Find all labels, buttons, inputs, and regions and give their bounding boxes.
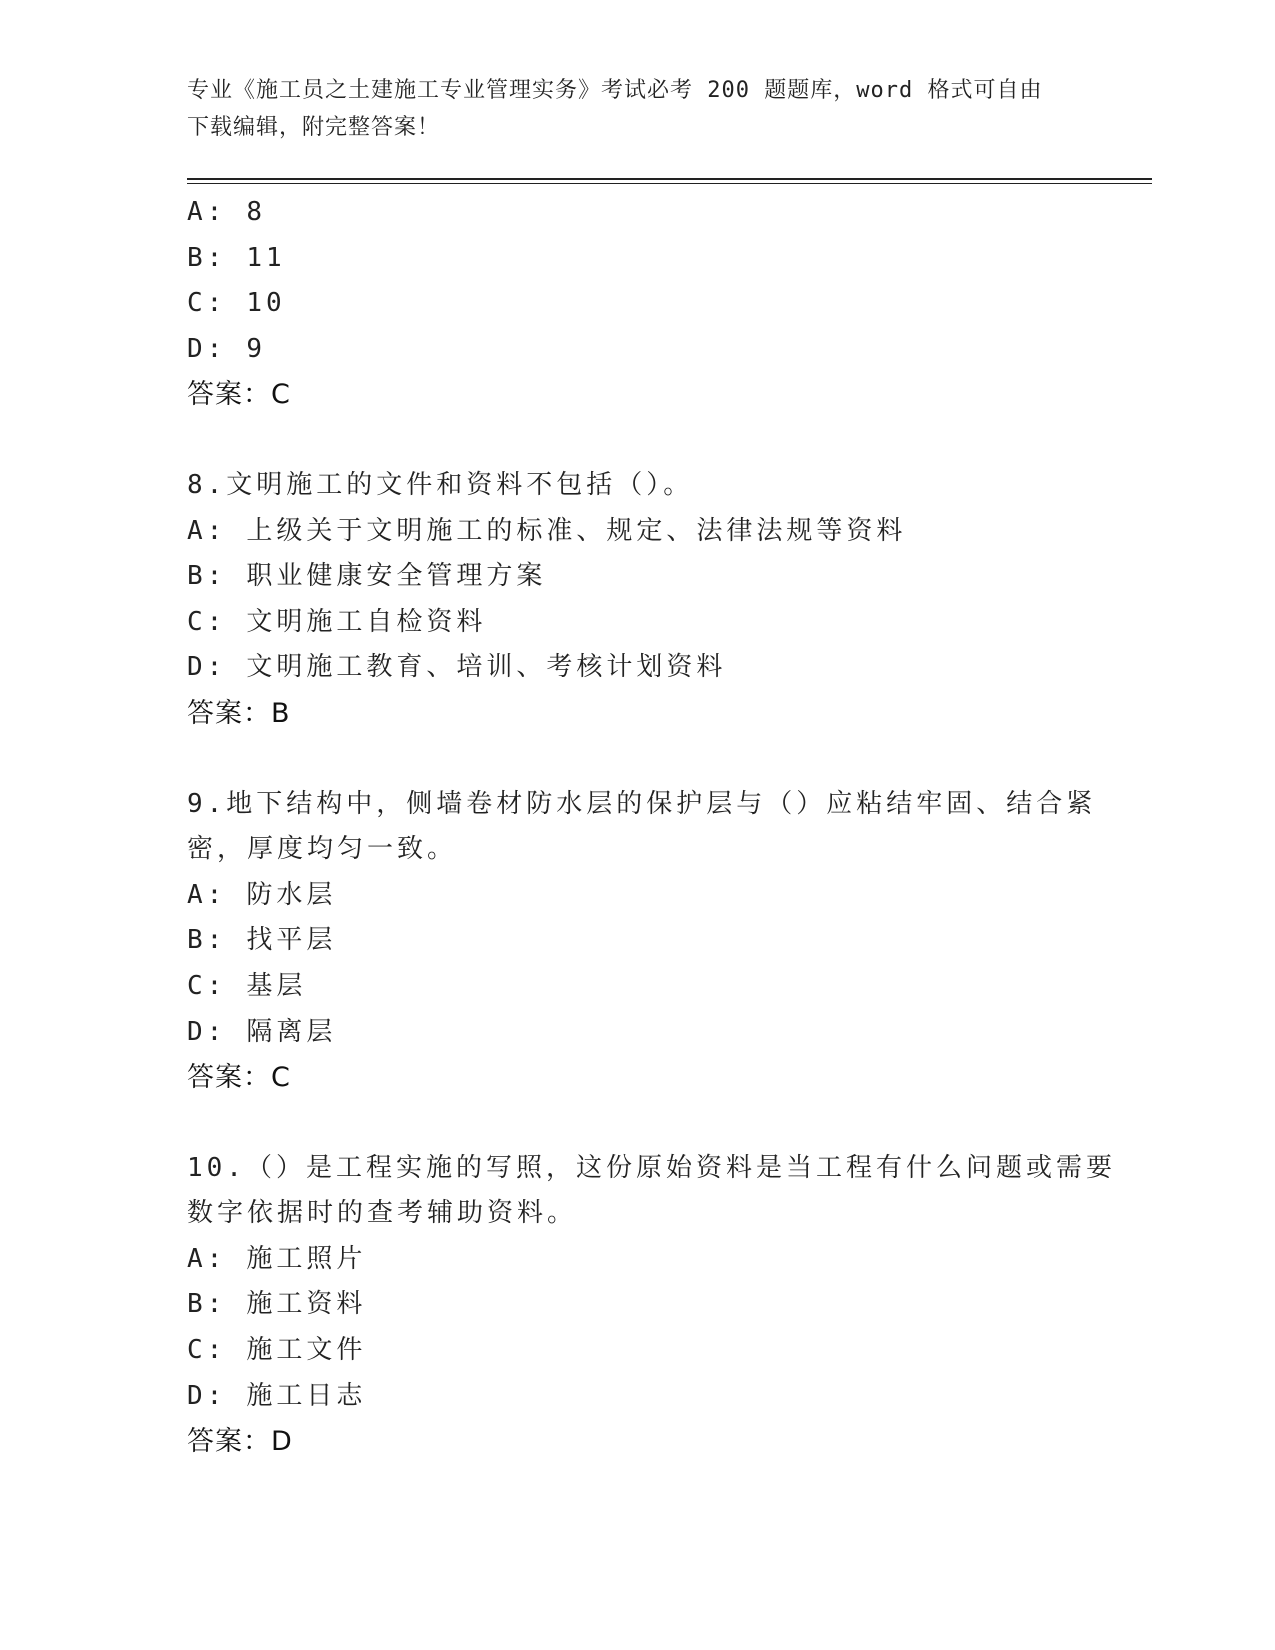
option-text: 上级关于文明施工的标准、规定、法律法规等资料 bbox=[246, 515, 907, 546]
option-text: 施工资料 bbox=[246, 1289, 367, 1320]
option-label: D: bbox=[187, 652, 227, 683]
option-a bbox=[187, 509, 1087, 555]
answer-line: 答案：D bbox=[187, 1426, 293, 1458]
header-title-line-2: 下载编辑，附完整答案！ bbox=[187, 115, 441, 140]
option-text: 找平层 bbox=[246, 925, 337, 956]
option-d bbox=[187, 645, 1087, 691]
option-a bbox=[187, 190, 1087, 236]
option-d bbox=[187, 327, 1087, 373]
option-b bbox=[187, 236, 1087, 282]
question-stem: 数字依据时的查考辅助资料。 bbox=[187, 1198, 578, 1229]
option-text: 8 bbox=[246, 197, 266, 227]
question-9 bbox=[187, 782, 1097, 1101]
option-c bbox=[187, 964, 1087, 1010]
option-text: 职业健康安全管理方案 bbox=[246, 561, 547, 592]
answer-line: 答案：C bbox=[187, 379, 291, 411]
option-c bbox=[187, 281, 1087, 327]
question-stem: 密，厚度均匀一致。 bbox=[187, 834, 458, 865]
option-label: C: bbox=[187, 970, 227, 1001]
header-title-line-1: 专业《施工员之土建施工专业管理实务》考试必考 200 题题库，word 格式可自由 bbox=[187, 78, 1043, 103]
answer-line: 答案：B bbox=[187, 697, 291, 729]
question-stem: 9.地下结构中，侧墙卷材防水层的保护层与（）应粘结牢固、结合紧 bbox=[187, 788, 1097, 819]
option-label: C: bbox=[187, 288, 227, 319]
option-text: 防水层 bbox=[246, 879, 337, 910]
option-text: 施工文件 bbox=[246, 1335, 367, 1366]
option-label: A: bbox=[187, 879, 227, 910]
option-label: C: bbox=[187, 606, 227, 637]
option-text: 文明施工自检资料 bbox=[246, 606, 487, 637]
question-stem: 8.文明施工的文件和资料不包括（）。 bbox=[187, 469, 694, 500]
option-text: 施工日志 bbox=[246, 1380, 367, 1411]
option-text: 隔离层 bbox=[246, 1016, 337, 1047]
option-a bbox=[187, 873, 1087, 919]
option-label: D: bbox=[187, 1380, 227, 1411]
option-a bbox=[187, 1237, 1087, 1283]
option-text: 9 bbox=[246, 333, 266, 364]
option-label: D: bbox=[187, 1016, 227, 1047]
option-label: B: bbox=[187, 242, 227, 273]
option-label: B: bbox=[187, 925, 227, 956]
option-c bbox=[187, 600, 1087, 646]
answer-line: 答案：C bbox=[187, 1062, 291, 1094]
option-b bbox=[187, 918, 1087, 964]
option-text: 基层 bbox=[246, 970, 307, 1001]
question-7 bbox=[187, 190, 1087, 418]
option-text: 10 bbox=[246, 288, 286, 319]
option-d bbox=[187, 1010, 1087, 1056]
question-8 bbox=[187, 463, 1087, 737]
option-label: A: bbox=[187, 197, 227, 227]
question-list bbox=[187, 190, 1116, 1465]
option-text: 11 bbox=[246, 242, 286, 273]
option-label: A: bbox=[187, 1243, 227, 1274]
option-text: 施工照片 bbox=[246, 1243, 367, 1274]
header-divider bbox=[187, 178, 1152, 184]
option-label: A: bbox=[187, 515, 227, 546]
option-b bbox=[187, 1282, 1087, 1328]
option-label: B: bbox=[187, 1289, 227, 1320]
option-b bbox=[187, 554, 1087, 600]
question-10 bbox=[187, 1146, 1116, 1465]
option-label: B: bbox=[187, 561, 227, 592]
document-header bbox=[187, 72, 1067, 146]
option-label: D: bbox=[187, 333, 227, 364]
option-text: 文明施工教育、培训、考核计划资料 bbox=[246, 652, 727, 683]
option-d bbox=[187, 1374, 1087, 1420]
option-c bbox=[187, 1328, 1087, 1374]
question-stem: 10.（）是工程实施的写照，这份原始资料是当工程有什么问题或需要 bbox=[187, 1152, 1116, 1183]
option-label: C: bbox=[187, 1335, 227, 1366]
